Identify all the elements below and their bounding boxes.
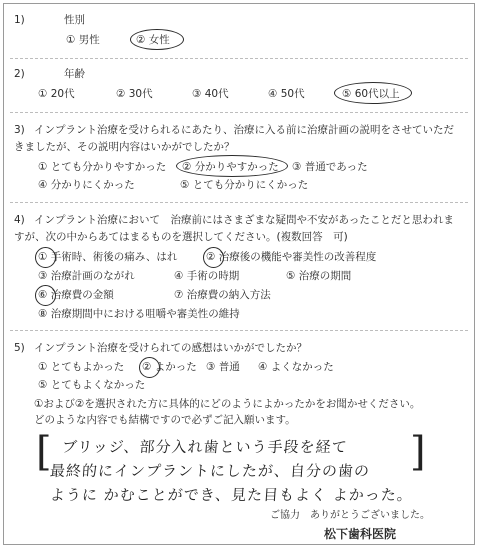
q5-option-4: ④ よくなかった [258, 361, 334, 373]
clinic-name: 松下歯科医院 [324, 527, 397, 541]
q5-option-3: ③ 普通 [206, 361, 240, 373]
divider [10, 330, 468, 331]
q5-answer-circle [139, 357, 160, 378]
q1-answer-circle [130, 29, 184, 50]
q2-number: 2) [14, 68, 25, 80]
q3-question-line1: インプラント治療を受けられるにあたり、治療に入る前に治療計画の説明をさせていただ [34, 124, 454, 136]
left-bracket: [ [36, 429, 52, 475]
q4-answer-circle-6 [35, 285, 56, 306]
q3-number: 3) [14, 124, 25, 136]
q1-option-1: ① 男性 [66, 34, 100, 46]
q2-option-2: ② 30代 [116, 88, 153, 100]
q4-option-7: ⑦ 治療費の納入方法 [174, 289, 271, 301]
q3-question-line2: きましたが、その説明内容はいかがでしたか？ [14, 141, 235, 153]
thanks-text: ご協力 ありがとうございました。 [270, 510, 430, 521]
q2-title: 年齢 [64, 68, 85, 80]
questionnaire-sheet [3, 3, 475, 545]
q4-option-5: ⑤ 治療の期間 [286, 270, 352, 282]
handwritten-answer-line1: ブリッジ、部分入れ歯という手段を経て [61, 438, 349, 456]
q4-number: 4) [14, 214, 25, 226]
q4-option-3: ③ 治療計画のながれ [38, 270, 135, 282]
handwritten-answer-line3: ように かむことができ、見た目もよく よかった。 [49, 486, 414, 504]
q4-answer-circle-1 [35, 247, 56, 268]
q2-option-3: ③ 40代 [192, 88, 229, 100]
q4-option-2: ② 治療後の機能や審美性の改善程度 [206, 251, 377, 263]
q1-number: 1) [14, 14, 25, 26]
q5-question: インプラント治療を受けられての感想はいかがでしたか？ [34, 342, 307, 354]
q5-option-5: ⑤ とてもよくなかった [38, 379, 146, 391]
divider [10, 202, 468, 203]
q4-option-6: ⑥ 治療費の金額 [38, 289, 114, 301]
q5-option-1: ① とてもよかった [38, 361, 125, 373]
q4-question-line2: すが、次の中からあてはまるものを選択してください。(複数回答 可) [14, 231, 348, 243]
q5-number: 5) [14, 342, 25, 354]
q3-option-3: ③ 普通であった [292, 161, 368, 173]
q3-option-5: ⑤ とても分かりにくかった [180, 179, 309, 191]
handwritten-answer-line2: 最終的にインプラントにしたが、自分の歯の [49, 462, 371, 480]
q4-option-1: ① 手術時、術後の痛み、はれ [38, 251, 178, 263]
q4-option-4: ④ 手術の時期 [174, 270, 240, 282]
q2-option-5: ⑤ 60代以上 [342, 88, 400, 100]
q3-answer-circle [176, 155, 288, 177]
divider [10, 58, 468, 59]
q2-option-4: ④ 50代 [268, 88, 305, 100]
q1-title: 性別 [64, 14, 85, 26]
q5-note-line2: どのような内容でも結構ですので必ずご記入願います。 [34, 414, 296, 426]
q3-option-4: ④ 分かりにくかった [38, 179, 135, 191]
q5-note-line1: ①および②を選択された方に具体的にどのようによかったかをお聞かせください。 [34, 398, 421, 410]
q2-answer-circle [334, 82, 412, 104]
q4-answer-circle-2 [203, 247, 224, 268]
divider [10, 112, 468, 113]
q1-option-2: ② 女性 [136, 34, 170, 46]
q4-option-8: ⑧ 治療期間中における咀嚼や審美性の維持 [38, 308, 240, 320]
q3-option-1: ① とても分かりやすかった [38, 161, 167, 173]
q3-option-2: ② 分かりやすかった [182, 161, 279, 173]
q5-option-2: ② よかった [142, 361, 197, 373]
q2-option-1: ① 20代 [38, 88, 75, 100]
q4-question-line1: インプラント治療において 治療前にはさまざまな疑問や不安があったことだと思われま [34, 214, 454, 226]
right-bracket: ] [410, 429, 426, 475]
